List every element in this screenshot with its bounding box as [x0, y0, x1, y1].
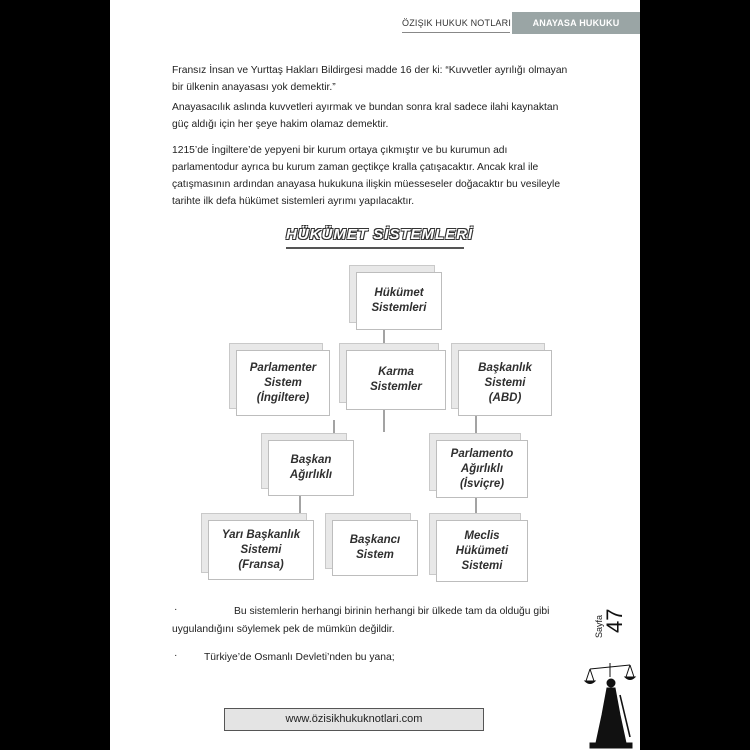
diagram-title-underline	[286, 247, 464, 249]
node-baskan-agirlikli: Başkan Ağırlıklı	[268, 440, 354, 496]
header-section-tab: ANAYASA HUKUKU	[512, 12, 640, 34]
node-parlamenter-sistem: Parlamenter Sistem (İngiltere)	[236, 350, 330, 416]
paragraph-2: Anayasacılık aslında kuvvetleri ayırmak ve bundan sonra kral sadece ilahi kaynaktan güç aldığı için her şeye hakim olamaz demektir.	[172, 102, 559, 130]
bullet-1-marker: ·	[174, 604, 178, 615]
lady-justice-icon	[580, 655, 640, 750]
paragraph-3: 1215’de İngiltere’de yepyeni bir kurum ortaya çıkmıştır ve bu kurumun adı parlamentodur ayrıca bu kurum zaman geçtikçe kralla çatışacaktır. Ancak kral ile çatışmasının ardından anayasa hukukuna ilişkin müesseseler doğacaktır bu vesileyle tarihte ilk defa hükümet sistemleri ayrımı yapılacaktır.	[172, 145, 561, 207]
node-karma-sistemler: Karma Sistemler	[346, 350, 446, 410]
node-yari-baskanlik: Yarı Başkanlık Sistemi (Fransa)	[208, 520, 314, 580]
node-meclis-hukumeti: Meclis Hükümeti Sistemi	[436, 520, 528, 582]
bullet-1-line-1: Bu sistemlerin herhangi birinin herhangi bir ülkede tam da olduğu gibi	[234, 606, 550, 617]
diagram-title: HÜKÜMET SİSTEMLERİ	[286, 226, 474, 243]
page-label: Sayfa	[594, 614, 604, 638]
footer-url[interactable]: www.özisikhukuknotlari.com	[224, 708, 484, 731]
paragraph-1: Fransız İnsan ve Yurttaş Hakları Bildirgesi madde 16 der ki: “Kuvvetler ayrılığı olmayan bir ülkenin anayasası yok demektir.”	[172, 65, 568, 93]
header-rule	[402, 32, 510, 33]
bullet-2-marker: ·	[174, 650, 178, 661]
page-number: 47	[602, 608, 627, 633]
header-title: ÖZIŞIK HUKUK NOTLARI	[402, 18, 512, 28]
node-hukumet-sistemleri: Hükümet Sistemleri	[356, 272, 442, 330]
node-baskanci-sistem: Başkancı Sistem	[332, 520, 418, 576]
document-page	[110, 0, 640, 750]
bullet-1-line-2: uygulandığını söylemek pek de mümkün değildir.	[172, 624, 395, 635]
bullet-2-line-1: Türkiye’de Osmanlı Devleti’nden bu yana;	[204, 652, 395, 663]
node-parlamento-agirlikli: Parlamento Ağırlıklı (İsviçre)	[436, 440, 528, 498]
node-baskanlik-sistemi: Başkanlık Sistemi (ABD)	[458, 350, 552, 416]
